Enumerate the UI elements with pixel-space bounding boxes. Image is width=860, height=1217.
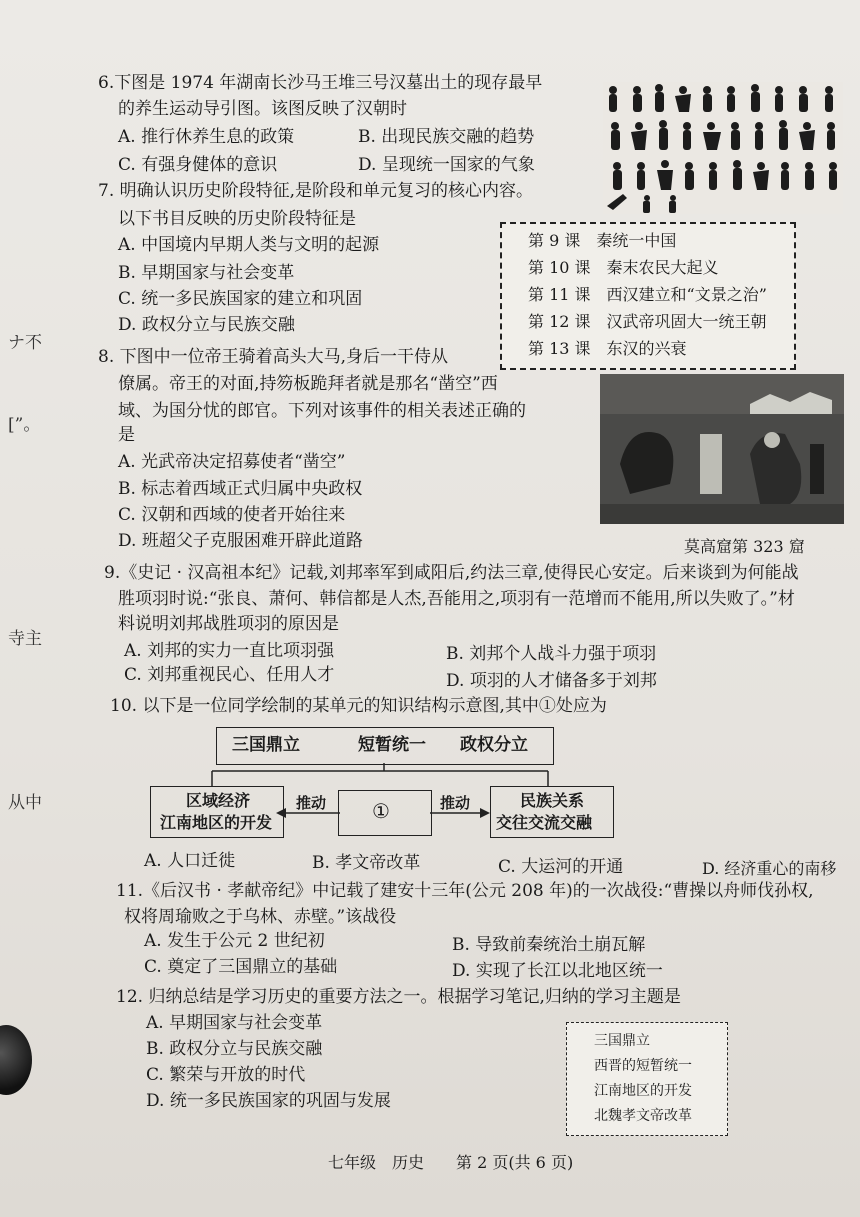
q12-note: 西晋的短暂统一	[594, 1058, 692, 1074]
q11-option-d: D. 实现了长江以北地区统一	[452, 961, 663, 981]
q7-book-item: 第 9 课 秦统一中国	[528, 231, 677, 250]
q11-stem-line1: 11.《后汉书 · 孝献帝纪》中记载了建安十三年(公元 208 年)的一次战役:“曹操以舟师伐孙权,	[116, 881, 814, 901]
mogao-mural-image	[600, 374, 844, 524]
mural-caption: 莫高窟第 323 窟	[684, 537, 805, 556]
q8-option-c: C. 汉朝和西域的使者开始往来	[118, 505, 346, 525]
q10-stem: 10. 以下是一位同学绘制的某单元的知识结构示意图,其中①处应为	[110, 696, 607, 716]
q10-push-label: 推动	[296, 794, 327, 812]
q6-option-d: D. 呈现统一国家的气象	[358, 155, 535, 175]
q7-stem-line1: 7. 明确认识历史阶段特征,是阶段和单元复习的核心内容。	[98, 181, 534, 201]
q9-stem-line2: 胜项羽时说:“张良、萧何、韩信都是人杰,吾能用之,项羽有一范增而不能用,所以失败了。”材	[118, 589, 795, 609]
q11-stem-line2: 权将周瑜败之于乌林、赤壁。”该战役	[124, 907, 397, 927]
q12-option-a: A. 早期国家与社会变革	[146, 1013, 323, 1033]
q7-book-item: 第 10 课 秦末农民大起义	[528, 258, 719, 277]
q10-top-item: 短暂统一	[358, 735, 426, 755]
q11-option-a: A. 发生于公元 2 世纪初	[144, 931, 325, 951]
q6-option-b: B. 出现民族交融的趋势	[358, 127, 535, 147]
q9-stem-line1: 9.《史记 · 汉高祖本纪》记载,刘邦率军到咸阳后,约法三章,使得民心安定。后来谈到为何能战	[104, 563, 799, 583]
q8-option-b: B. 标志着西域正式归属中央政权	[118, 479, 363, 499]
q8-stem-line4: 是	[118, 425, 135, 445]
q11-option-c: C. 奠定了三国鼎立的基础	[144, 957, 338, 977]
margin-fragment: 寺主	[8, 629, 42, 649]
q10-option-d: D. 经济重心的南移	[702, 859, 837, 878]
q8-option-a: A. 光武帝决定招募使者“凿空”	[118, 452, 346, 472]
q9-stem-line3: 料说明刘邦战胜项羽的原因是	[118, 614, 339, 634]
q10-top-item: 三国鼎立	[232, 735, 300, 755]
q11-option-b: B. 导致前秦统治土崩瓦解	[452, 935, 646, 955]
binder-hole	[0, 1025, 32, 1095]
margin-fragment: [”。	[8, 415, 41, 435]
q12-note: 三国鼎立	[594, 1033, 650, 1049]
q10-option-c: C. 大运河的开通	[498, 857, 624, 877]
q7-option-b: B. 早期国家与社会变革	[118, 263, 295, 283]
q10-right-title: 民族关系	[520, 791, 585, 810]
q10-center-blank: ①	[372, 799, 390, 823]
q12-note: 江南地区的开发	[594, 1083, 692, 1099]
q8-stem-line1: 8. 下图中一位帝王骑着高头大马,身后一干侍从	[98, 347, 449, 367]
q6-option-c: C. 有强身健体的意识	[118, 155, 278, 175]
q8-stem-line2: 僚属。帝王的对面,持笏板跪拜者就是那名“凿空”西	[118, 374, 498, 394]
q10-top-item: 政权分立	[460, 735, 528, 755]
q7-stem-line2: 以下书目反映的历史阶段特征是	[118, 209, 356, 229]
q6-stem-line2: 的养生运动导引图。该图反映了汉朝时	[118, 99, 407, 119]
q10-left-sub: 江南地区的开发	[160, 813, 273, 832]
q9-option-c: C. 刘邦重视民心、任用人才	[124, 665, 335, 685]
q10-push-label: 推动	[440, 794, 471, 812]
q8-stem-line3: 域、为国分忧的郎官。下列对该事件的相关表述正确的	[118, 401, 526, 421]
q12-note: 北魏孝文帝改革	[594, 1108, 692, 1124]
q7-book-item: 第 12 课 汉武帝巩固大一统王朝	[528, 312, 767, 331]
q12-option-b: B. 政权分立与民族交融	[146, 1039, 323, 1059]
q9-option-a: A. 刘邦的实力一直比项羽强	[124, 641, 335, 661]
q10-right-sub: 交往交流交融	[496, 813, 593, 832]
q10-left-title: 区域经济	[186, 791, 251, 810]
q9-option-d: D. 项羽的人才储备多于刘邦	[446, 671, 657, 691]
daoyin-chart-image	[603, 82, 843, 214]
margin-fragment: ナ不	[8, 333, 42, 353]
q7-option-a: A. 中国境内早期人类与文明的起源	[118, 235, 380, 255]
q10-option-b: B. 孝文帝改革	[312, 853, 421, 873]
margin-fragment: 从中	[8, 793, 42, 813]
q7-book-item: 第 11 课 西汉建立和“文景之治”	[528, 285, 767, 304]
q8-option-d: D. 班超父子克服困难开辟此道路	[118, 531, 363, 551]
q6-stem-line1: 6.下图是 1974 年湖南长沙马王堆三号汉墓出土的现存最早	[98, 73, 543, 93]
page-footer: 七年级 历史 第 2 页(共 6 页)	[328, 1153, 574, 1172]
q7-book-item: 第 13 课 东汉的兴衰	[528, 339, 687, 358]
q12-option-c: C. 繁荣与开放的时代	[146, 1065, 306, 1085]
q7-option-c: C. 统一多民族国家的建立和巩固	[118, 289, 363, 309]
q12-stem: 12. 归纳总结是学习历史的重要方法之一。根据学习笔记,归纳的学习主题是	[116, 987, 681, 1007]
q12-option-d: D. 统一多民族国家的巩固与发展	[146, 1091, 391, 1111]
q6-option-a: A. 推行休养生息的政策	[118, 127, 295, 147]
q7-option-d: D. 政权分立与民族交融	[118, 315, 295, 335]
q10-option-a: A. 人口迁徙	[144, 851, 236, 871]
q9-option-b: B. 刘邦个人战斗力强于项羽	[446, 644, 657, 664]
